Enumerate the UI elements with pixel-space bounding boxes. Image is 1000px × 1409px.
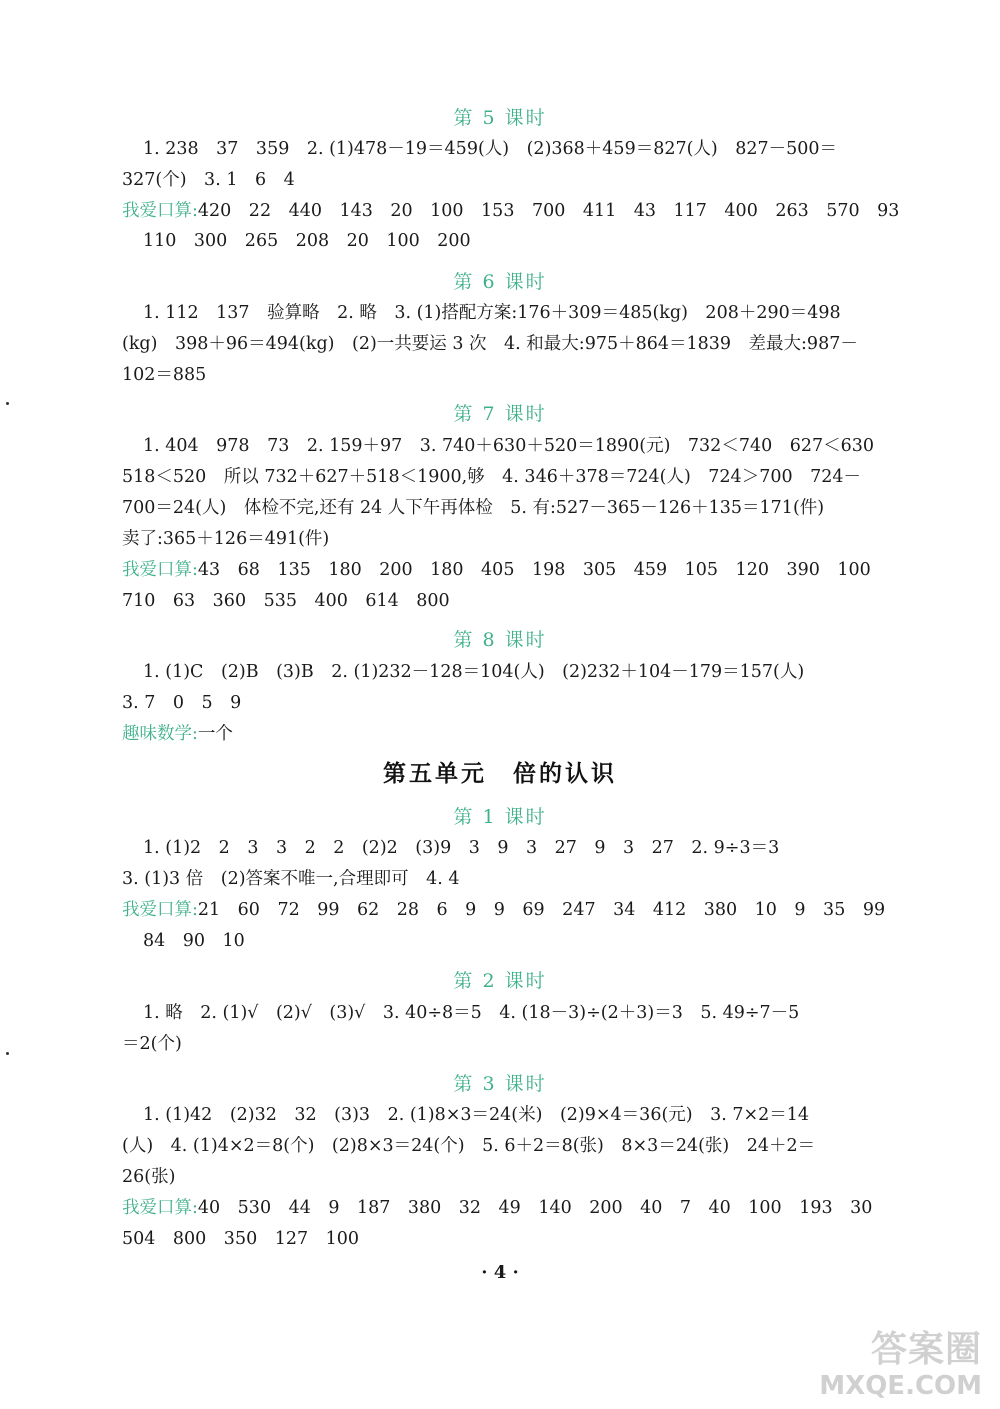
answer-line [122,589,450,613]
answer-text: 700＝24(人) 体检不完,还有 24 人下午再体检 5. 有:527－365－126＋135＝171(件) [122,498,825,518]
answer-line [122,1227,359,1251]
answer-line [122,332,858,356]
answer-line [122,898,885,922]
lesson-heading: 第 7 课时 [453,403,547,425]
answer-text: (kg) 398＋96＝494(kg) (2)一共要运 3 次 4. 和最大:975＋864＝1839 差最大:987－ [122,334,858,354]
answer-line [143,301,841,325]
margin-dot [6,1052,9,1055]
answer-text: 1. 404 978 73 2. 159＋97 3. 740＋630＋520＝1890(元) 732＜740 627＜630 [143,436,875,456]
page-number: · 4 · [481,1262,519,1283]
answer-line [122,168,295,192]
lesson-heading: 第 6 课时 [453,271,547,293]
section-label: 我爱口算: [122,201,198,221]
answer-line [122,691,241,715]
answer-line [122,465,861,489]
unit-heading: 第五单元 倍的认识 [383,761,617,787]
answer-text: 1. (1)2 2 3 3 2 2 (2)2 (3)9 3 9 3 27 9 3 27 2. 9÷3＝3 [143,838,780,858]
answer-text: ＝2(个) [122,1034,182,1054]
answer-text: 21 60 72 99 62 28 6 9 9 69 247 34 412 380 10 9 35 99 [197,900,886,920]
answer-line [122,558,871,582]
answer-text: 420 22 440 143 20 100 153 700 411 43 117 400 263 570 93 [197,201,900,221]
answer-line [143,660,804,684]
answer-line [143,1001,799,1025]
answer-line [122,1134,815,1158]
watermark-url: MXQE.COM [819,1371,982,1401]
lesson-heading: 第 3 课时 [453,1073,547,1095]
section-label: 我爱口算: [122,1198,198,1218]
answer-text: (人) 4. (1)4×2＝8(个) (2)8×3＝24(个) 5. 6＋2＝8(张) 8×3＝24(张) 24＋2＝ [122,1136,816,1156]
answer-text: 1. (1)C (2)B (3)B 2. (1)232－128＝104(人) (2)232＋104－179＝157(人) [143,662,805,682]
lesson-heading: 第 8 课时 [453,629,547,651]
answer-text: 1. 略 2. (1)√ (2)√ (3)√ 3. 40÷8＝5 4. (18－3)÷(2＋3)＝3 5. 49÷7－5 [143,1003,800,1023]
answer-text: 504 800 350 127 100 [122,1229,360,1249]
answer-text: 26(张) [122,1167,176,1187]
site-watermark [798,1321,988,1401]
answer-line [122,1196,872,1220]
answer-line [122,1032,182,1056]
answer-line [143,1103,809,1127]
answer-text: 40 530 44 9 187 380 32 49 140 200 40 7 40 100 193 30 [197,1198,873,1218]
answer-text: 110 300 265 208 20 100 200 [143,231,471,251]
section-label: 趣味数学: [122,724,198,744]
answer-text: 卖了:365＋126＝491(件) [122,529,330,549]
answer-line [143,434,874,458]
lesson-heading: 第 2 课时 [453,970,547,992]
answer-line [122,496,824,520]
answer-text: 327(个) 3. 1 6 4 [122,170,295,190]
watermark-logo: 答案圈 [870,1329,982,1370]
answer-line [122,867,460,891]
answer-line [143,836,779,860]
answer-text: 102＝885 [122,365,207,385]
answer-line [143,929,245,953]
answer-text: 3. 7 0 5 9 [122,693,242,713]
margin-dot [6,402,9,405]
answer-text: 84 90 10 [143,931,245,951]
answer-text: 1. 112 137 验算略 2. 略 3. (1)搭配方案:176＋309＝485(kg) 208＋290＝498 [143,303,841,323]
section-label: 我爱口算: [122,900,198,920]
answer-line [122,363,206,387]
lesson-heading: 第 5 课时 [453,107,547,129]
section-label: 我爱口算: [122,560,198,580]
answer-line [122,1165,175,1189]
answer-text: 1. (1)42 (2)32 32 (3)3 2. (1)8×3＝24(米) (2)9×4＝36(元) 3. 7×2＝14 [143,1105,810,1125]
answer-line [143,137,837,161]
answer-text: 一个 [197,724,233,744]
answer-text: 1. 238 37 359 2. (1)478－19＝459(人) (2)368＋459＝827(人) 827－500＝ [143,139,838,159]
answer-text: 710 63 360 535 400 614 800 [122,591,450,611]
answer-line [122,722,233,746]
answer-text: 43 68 135 180 200 180 405 198 305 459 105 120 390 100 [197,560,871,580]
answer-line [122,199,899,223]
answer-line [122,527,329,551]
lesson-heading: 第 1 课时 [453,806,547,828]
answer-text: 518＜520 所以 732＋627＋518＜1900,够 4. 346＋378＝724(人) 724＞700 724－ [122,467,861,487]
answer-line [143,229,471,253]
answer-text: 3. (1)3 倍 (2)答案不唯一,合理即可 4. 4 [122,869,460,889]
